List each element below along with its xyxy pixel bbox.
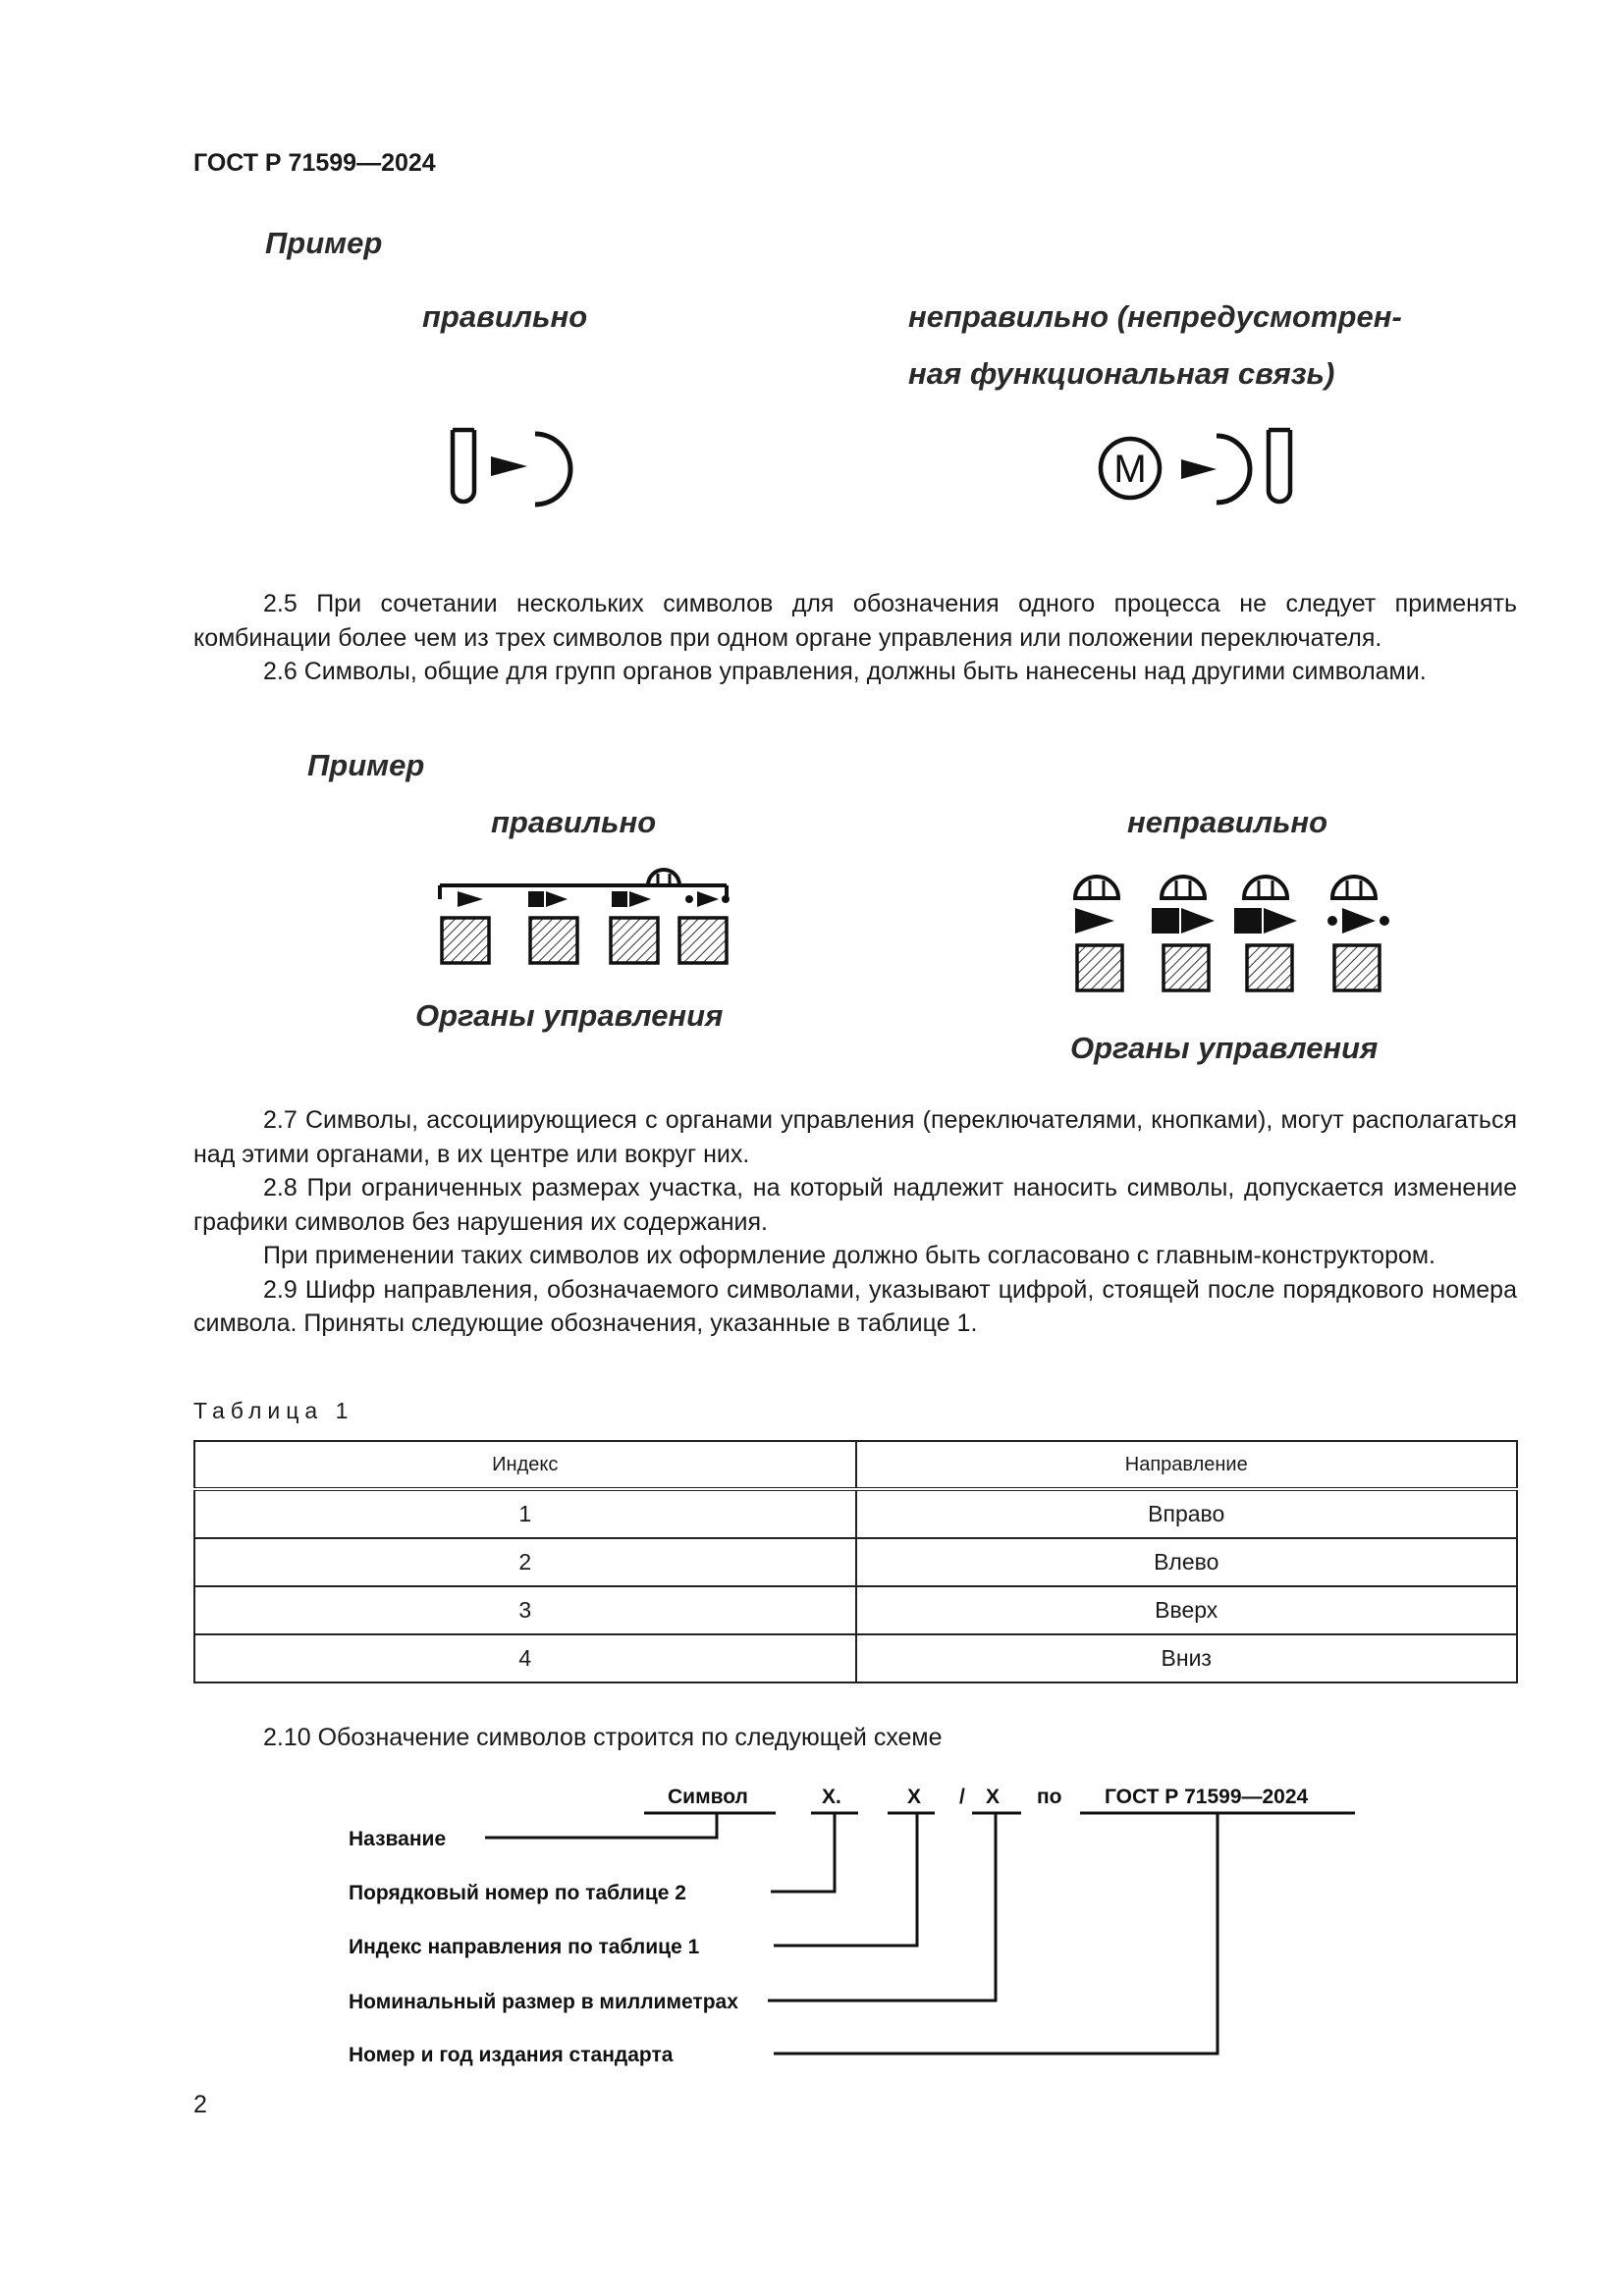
example-heading: Пример xyxy=(265,226,383,260)
paragraphs-2-5-2-6 xyxy=(193,587,1517,689)
table-row xyxy=(194,1634,1517,1682)
scheme-x1-text: X. xyxy=(822,1786,841,1808)
page-number: 2 xyxy=(193,2091,207,2118)
scheme-slash-text: / xyxy=(959,1786,965,1808)
paragraph-2-8-note: При применении таких символов их оформление должно быть согласовано с главным-конструктором. xyxy=(263,1242,1436,1269)
table-row xyxy=(194,1489,1517,1538)
scheme-po-text: по xyxy=(1037,1786,1062,1808)
document-header: ГОСТ Р 71599—2024 xyxy=(193,149,436,177)
table-cell: Вверх xyxy=(856,1586,1518,1634)
motor-letter: M xyxy=(1113,448,1147,491)
incorrect-label-line1: неправильно (непредусмотрен- xyxy=(908,299,1402,334)
scheme-x2-text: X xyxy=(907,1786,922,1808)
paragraph-2-9: 2.9 Шифр направления, обозначаемого символами, указывают цифрой, стоящей после порядкового номера символа. Приняты следующие обозначения, указанные в таблице 1. xyxy=(193,1275,1517,1337)
paragraph-2-8: 2.8 При ограниченных размерах участка, на который надлежит наносить символы, допускается изменение графики символов без нарушения их содержания. xyxy=(193,1174,1517,1236)
incorrect-label-line2: ная функциональная связь) xyxy=(908,356,1335,391)
table-cell: 4 xyxy=(194,1634,856,1682)
example2-incorrect-label: неправильно xyxy=(1127,805,1328,839)
table-cell: 1 xyxy=(194,1489,856,1538)
scheme-label-serial: Порядковый номер по таблице 2 xyxy=(349,1882,686,1904)
paragraph-2-10-block xyxy=(193,1721,1517,1755)
paragraph-2-7: 2.7 Символы, ассоциирующиеся с органами управления (переключателями, кнопками), могут располагаться над этими органами, в их центре или вокруг них. xyxy=(193,1106,1517,1168)
scheme-label-name: Название xyxy=(349,1828,447,1850)
table-header-index: Индекс xyxy=(194,1441,856,1489)
paragraphs-2-7-2-9 xyxy=(193,1103,1517,1341)
example2-caption-correct: Органы управления xyxy=(415,998,724,1033)
table-cell: Вправо xyxy=(856,1489,1518,1538)
paragraph-2-6: 2.6 Символы, общие для групп органов управления, должны быть нанесены над другими символами. xyxy=(263,658,1427,685)
table-row xyxy=(194,1586,1517,1634)
scheme-label-nominal-size: Номинальный размер в миллиметрах xyxy=(349,1991,738,2013)
correct-symbol-icon xyxy=(447,422,584,515)
scheme-x3-text: X xyxy=(986,1786,1001,1808)
scheme-standard-text: ГОСТ Р 71599—2024 xyxy=(1105,1786,1309,1808)
scheme-label-direction-index: Индекс направления по таблице 1 xyxy=(349,1936,700,1958)
scheme-label-standard: Номер и год издания стандарта xyxy=(349,2044,674,2066)
designation-scheme-diagram xyxy=(334,1767,1375,2081)
table-cell: Влево xyxy=(856,1538,1518,1586)
scheme-symbol-text: Символ xyxy=(668,1786,748,1808)
table-cell: 2 xyxy=(194,1538,856,1586)
example2-heading: Пример xyxy=(307,748,425,782)
incorrect-symbol-icon xyxy=(1095,422,1311,515)
table-cell: Вниз xyxy=(856,1634,1518,1682)
paragraph-2-10: 2.10 Обозначение символов строится по следующей схеме xyxy=(263,1724,943,1751)
correct-controls-diagram xyxy=(422,864,746,982)
incorrect-controls-diagram xyxy=(1065,869,1409,996)
example2-caption-incorrect: Органы управления xyxy=(1070,1031,1379,1065)
table-cell: 3 xyxy=(194,1586,856,1634)
paragraph-2-5: 2.5 При сочетании нескольких символов для обозначения одного процесса не следует применять комбинации более чем из трех символов при одном органе управления или положении переключателя. xyxy=(193,590,1517,652)
direction-table xyxy=(193,1440,1518,1683)
example2-correct-label: правильно xyxy=(491,805,657,839)
table-caption: Таблица 1 xyxy=(193,1398,354,1423)
table-row xyxy=(194,1538,1517,1586)
correct-label: правильно xyxy=(422,299,588,334)
table-header-direction: Направление xyxy=(856,1441,1518,1489)
